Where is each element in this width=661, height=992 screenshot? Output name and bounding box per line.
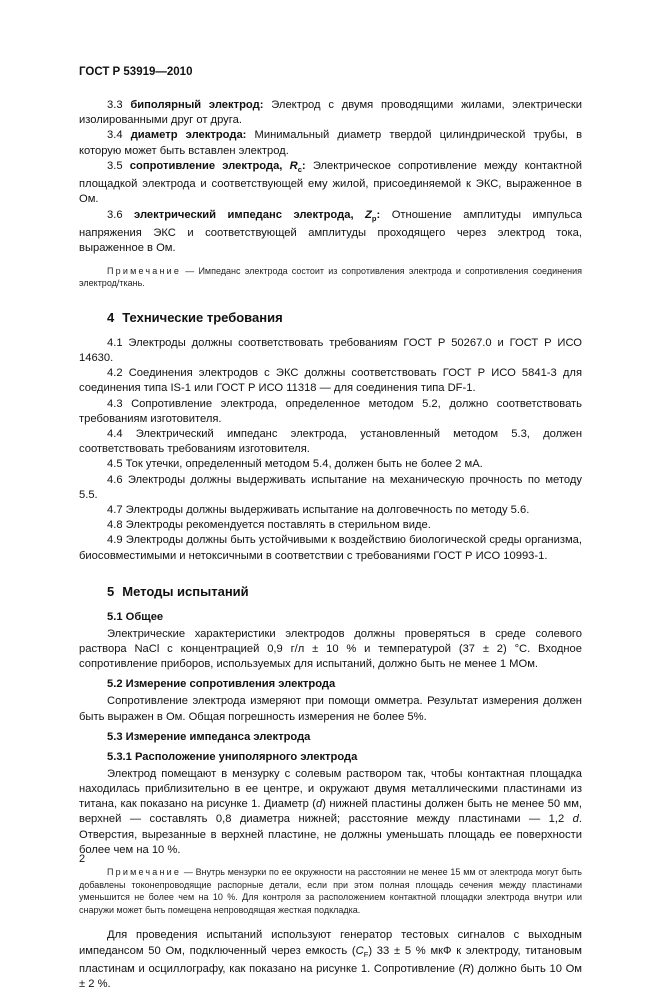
requirement-item: 4.8 Электроды рекомендуется поставлять в стерильном виде. xyxy=(107,519,431,532)
text-run: Электрод помещают в мензурку с солевым раствором так, чтобы контактная площадка находилась приблизительно в ее центре, и окружают двумя металлическими пластинами из титана, как показано на рисунке 1. Диаметр ( xyxy=(79,767,582,811)
note-text: — Импеданс электрода состоит из сопротивления электрода и сопротивления соединения электрод/ткань. xyxy=(79,265,582,289)
subsection-5-3-heading: 5.3 Измерение импеданса электрода xyxy=(107,730,311,743)
text-run: ) нижней пластины должен быть не менее 50 мм, верхней — составлять 0,8 диаметра нижней; расстояние между пластинами — 1,2 xyxy=(79,798,583,826)
definition-text: Электрическое сопротивление между контактной площадкой электрода и соответствующей ему жилой, присоединяемой к ЭКС, выраженное в Ом. xyxy=(79,159,583,206)
definition-term: диаметр электрода: xyxy=(130,129,247,142)
requirement-item: 4.5 Ток утечки, определенный методом 5.4, должен быть не более 2 мА. xyxy=(107,458,483,471)
requirement-item: 4.4 Электрический импеданс электрода, установленный методом 5.3, должен соответствовать требованиям изготовителя. xyxy=(79,427,582,456)
definition-3-3 xyxy=(79,98,582,128)
variable-d: d xyxy=(572,813,579,826)
definition-term: биполярный электрод: xyxy=(130,99,264,111)
requirement-item: 4.3 Сопротивление электрода, определенное методом 5.2, должно соответствовать требованиям изготовителя. xyxy=(79,397,582,425)
symbol-subscript: p xyxy=(371,213,377,223)
requirement-item: 4.1 Электроды должны соответствовать требованиям ГОСТ Р 50267.0 и ГОСТ Р ИСО 14630. xyxy=(79,336,582,364)
section-title: Технические требования xyxy=(122,309,283,325)
subsection-5-1-text: Электрические характеристики электродов должны проверяться в среде солевого раствора NaCl с концентрацией 0,9 г/л ± 10 % и температурой (37 ± 2) °С. Входное сопротивление приборов, используемых для испытаний, должно быть не менее 1 МОм. xyxy=(79,627,582,671)
variable-r: R xyxy=(462,962,471,975)
subsection-5-3-1-text xyxy=(79,767,582,858)
page-number: 2 xyxy=(79,853,86,865)
note-label: Примечание xyxy=(107,866,182,877)
definition-number: 3.5 xyxy=(107,159,123,172)
requirement-item: 4.7 Электроды должны выдерживать испытание на долговечность по методу 5.6. xyxy=(107,503,530,516)
variable-d: d xyxy=(316,798,323,811)
subsection-5-3-1-heading: 5.3.1 Расположение униполярного электрода xyxy=(107,750,358,763)
definition-3-6: 3.6 электрический импеданс электрода, $Z_p$: Отношение амплитуды импульса напряжения ЭКС и соответствующей амплитуды проходящего через электрод тока, выраженное в Ом. xyxy=(79,208,583,255)
note-label: Примечание xyxy=(107,265,182,276)
definition-term: сопротивление электрода, xyxy=(129,159,283,172)
section-5-heading xyxy=(107,584,582,599)
definition-number: 3.3 xyxy=(107,99,123,111)
requirement-item: 4.9 Электроды должны быть устойчивыми к воздействию биологической среды организма, биосовместимыми и нетоксичными в соответствии с требованиями ГОСТ Р ИСО 10993-1. xyxy=(79,534,582,562)
subsection-5-2-heading: 5.2 Измерение сопротивления электрода xyxy=(107,678,336,691)
symbol: R xyxy=(289,159,298,172)
requirement-item: 4.2 Соединения электродов с ЭКС должны соответствовать ГОСТ Р ИСО 5841-3 для соединения типа IS-1 или ГОСТ Р ИСО 11318 — для соединения типа DF-1. xyxy=(79,367,582,395)
variable-c: C xyxy=(355,944,364,957)
symbol-subscript: c xyxy=(297,165,302,175)
section-4-heading xyxy=(107,310,582,325)
text-run: . Отверстия, вырезанные в верхней пластине, не должны уменьшать площадь ее поверхности более чем на 10 %. xyxy=(79,813,582,856)
definition-3-4 xyxy=(79,128,582,158)
definition-note xyxy=(79,265,582,290)
subsection-5-3-1-text-2 xyxy=(79,928,582,992)
definition-number: 3.6 xyxy=(107,208,123,221)
subsection-5-2-text: Сопротивление электрода измеряют при помощи омметра. Результат измерения должен быть выражен в Ом. Общая погрешность измерения не более 5%. xyxy=(79,695,582,723)
subsection-5-1-heading: 5.1 Общее xyxy=(107,610,164,623)
section-title: Методы испытаний xyxy=(122,583,249,599)
note-text: — Внутрь мензурки по ее окружности на расстоянии не менее 15 мм от электрода могут быть добавлены токонепроводящие распорные детали, если при этом полная площадь сечения между пластинами уменьшится не более чем на 10 %. Для контроля за расположением контактной площадки электрода внутри или снаружи может быть помещена непроводящая жесткая подкладка. xyxy=(79,866,582,915)
definition-number: 3.4 xyxy=(107,129,123,142)
text-run: ) должно быть 10 Ом ± 2 %. xyxy=(79,962,582,991)
document-page xyxy=(79,66,582,992)
symbol: Z xyxy=(365,208,372,221)
requirement-item: 4.6 Электроды должны выдерживать испытание на механическую прочность по методу 5.5. xyxy=(79,473,582,501)
text-run: Для проведения испытаний используют генератор тестовых сигналов с выходным импедансом 50 Ом, подключенный через емкость ( xyxy=(79,929,582,957)
section-number: 5 xyxy=(107,583,115,599)
subsection-5-3-1-note xyxy=(79,866,582,916)
document-header: ГОСТ Р 53919—2010 xyxy=(79,66,193,78)
definition-text: Минимальный диаметр твердой цилиндрической трубы, в которую может быть вставлен электрод. xyxy=(79,129,583,157)
definition-3-5: 3.5 сопротивление электрода, $R_c$: Электрическое сопротивление между контактной площадкой электрода и соответствующей ему жилой, присоединяемой к ЭКС, выраженное в Ом. xyxy=(79,159,583,206)
variable-subscript: F xyxy=(363,949,369,959)
definition-text: Электрод с двумя проводящими жилами, электрически изолированными друг от друга. xyxy=(79,99,583,127)
definition-text: Отношение амплитуды импульса напряжения ЭКС и соответствующей амплитуды проходящего через электрод тока, выраженное в Ом. xyxy=(79,208,583,255)
text-run: ) 33 ± 5 % мкФ к электроду, титановым пластинам и осциллографу, как показано на рисунке 1. Сопротивление ( xyxy=(79,944,582,975)
section-number: 4 xyxy=(107,309,115,325)
definition-term: электрический импеданс электрода, xyxy=(134,208,354,221)
